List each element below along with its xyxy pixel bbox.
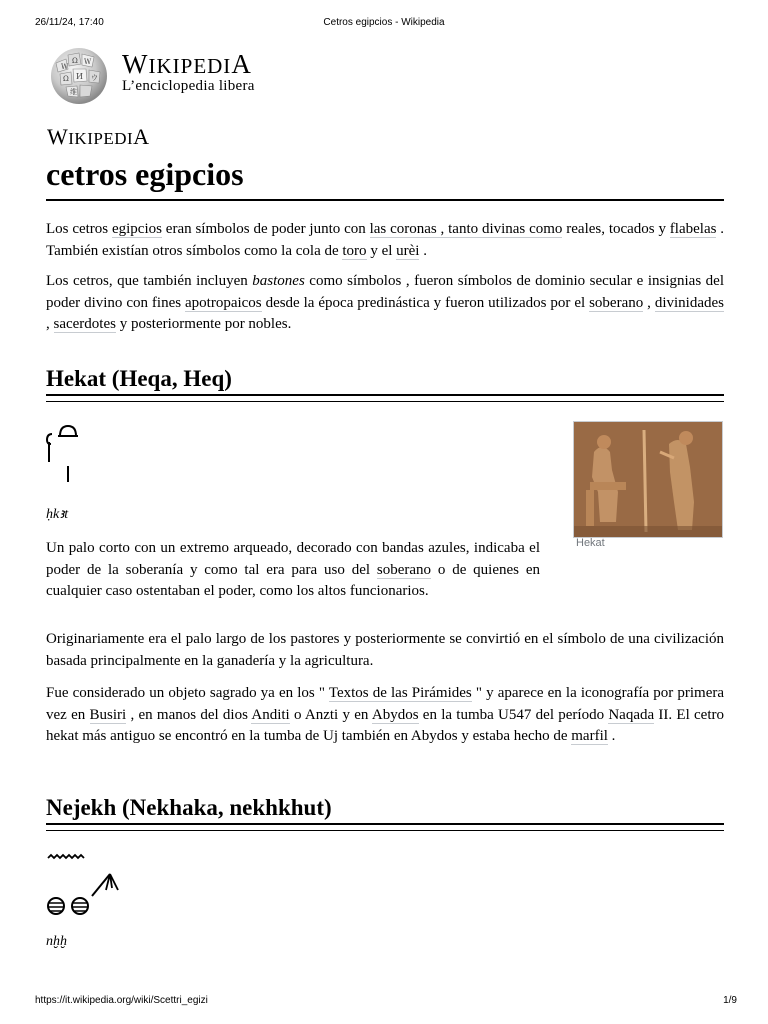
- print-datetime: 26/11/24, 17:40: [35, 17, 104, 28]
- wordmark-mid: IKIPEDI: [68, 129, 134, 148]
- hekat-relief-image[interactable]: [573, 421, 723, 538]
- hekat-relief-picture: [574, 422, 722, 537]
- print-header: [0, 17, 768, 31]
- section-rule: [46, 394, 724, 396]
- intro-paragraph-1: Los cetros egipcios eran símbolos de poder junto con las coronas , tanto divinas como reales, tocados y flabelas . También existían otros símbolos como la cola de toro y el urèi .: [46, 221, 725, 259]
- link-las-coronas[interactable]: las coronas , tanto divinas como: [369, 221, 563, 237]
- link-abydos[interactable]: Abydos: [371, 706, 419, 723]
- title-rule: [46, 199, 724, 201]
- print-title: Cetros egipcios - Wikipedia: [323, 17, 445, 28]
- hekat-paragraph-3: Fue considerado un objeto sagrado ya en los " Textos de las Pirámides " y aparece en la iconografía por primera vez en Busiri , en manos del dios Anditi o Anzti y en Abydos en la tumba U547 del período Naqada II. El cetro hekat más antiguo se encontró en la tumba de Uj también en Abydos y estaba hecho de marfil .: [46, 685, 725, 744]
- section-rule-thin: [46, 401, 724, 402]
- hieroglyph-nekhakha: [44, 852, 124, 918]
- hieroglyph-hekat: [44, 422, 84, 484]
- link-naqada[interactable]: Naqada: [608, 706, 655, 723]
- wordmark-first: W: [122, 49, 149, 79]
- link-toro[interactable]: toro: [342, 242, 367, 259]
- section-rule-thin: [46, 830, 724, 831]
- section-rule: [46, 823, 724, 825]
- print-footer: [0, 995, 768, 1009]
- wikipedia-tagline: L’enciclopedia libera: [122, 78, 255, 94]
- wordmark-last: A: [231, 49, 252, 79]
- svg-text:ウ: ウ: [91, 74, 98, 82]
- section-heading-hekat: Hekat (Heqa, Heq): [46, 366, 232, 391]
- wordmark-mid: IKIPEDI: [148, 54, 232, 78]
- svg-text:И: И: [76, 72, 83, 81]
- wordmark-last: A: [133, 124, 150, 149]
- print-url: https://it.wikipedia.org/wiki/Scettri_egizi: [35, 995, 208, 1006]
- intro-paragraph-2: Los cetros, que también incluyen bastones como símbolos , fueron símbolos de dominio secular e insignias del poder divino con fines apotropaicos desde la época predinástica y fueron utilizados por el soberano , divinidades , sacerdotes y posteriormente por nobles.: [46, 273, 724, 332]
- link-marfil[interactable]: marfil: [571, 728, 608, 744]
- print-page-number: 1/9: [723, 995, 737, 1006]
- section-heading-nejekh: Nejekh (Nekhaka, nekhkhut): [46, 795, 332, 820]
- transliteration-hekat: ḥkꜣt: [46, 507, 69, 522]
- svg-text:W: W: [61, 63, 69, 71]
- link-urei[interactable]: urèi: [396, 242, 420, 259]
- wikipedia-globe-logo[interactable]: [44, 45, 114, 107]
- page-title: cetros egipcios: [46, 156, 244, 192]
- link-sacerdotes[interactable]: sacerdotes: [53, 316, 116, 332]
- link-anditi[interactable]: Anditi: [251, 706, 290, 723]
- link-flabelas[interactable]: flabelas: [669, 221, 717, 237]
- image-caption: Hekat: [576, 537, 605, 549]
- svg-text:W: W: [84, 58, 92, 66]
- svg-text:维: 维: [70, 88, 77, 96]
- svg-text:Ω: Ω: [63, 75, 69, 83]
- link-textos-piramides[interactable]: Textos de las Pirámides: [328, 685, 472, 701]
- hekat-paragraph-1: Un palo corto con un extremo arqueado, decorado con bandas azules, indicaba el poder de la soberanía y como tal era para uso del soberano o de quienes en cualquier caso ostentaban el poder, como los altos funcionarios.: [46, 540, 540, 599]
- wikipedia-wordmark[interactable]: [122, 49, 252, 80]
- link-busiri[interactable]: Busiri: [89, 706, 127, 723]
- link-divinidades[interactable]: divinidades: [654, 294, 724, 311]
- wordmark-first: W: [47, 124, 69, 149]
- link-soberano[interactable]: soberano: [589, 294, 644, 311]
- link-egipcios[interactable]: egipcios: [111, 221, 162, 237]
- wikipedia-wordmark-secondary: [47, 124, 150, 150]
- hekat-paragraph-2: Originariamente era el palo largo de los pastores y posteriormente se convirtió en el símbolo de una civilización basada principalmente en la ganadería y la agricultura.: [46, 631, 724, 669]
- link-soberano-2[interactable]: soberano: [376, 561, 432, 578]
- svg-text:Ω: Ω: [72, 57, 78, 65]
- transliteration-nejekh: nḫḫ: [46, 934, 67, 949]
- link-apotropaicos[interactable]: apotropaicos: [185, 294, 262, 311]
